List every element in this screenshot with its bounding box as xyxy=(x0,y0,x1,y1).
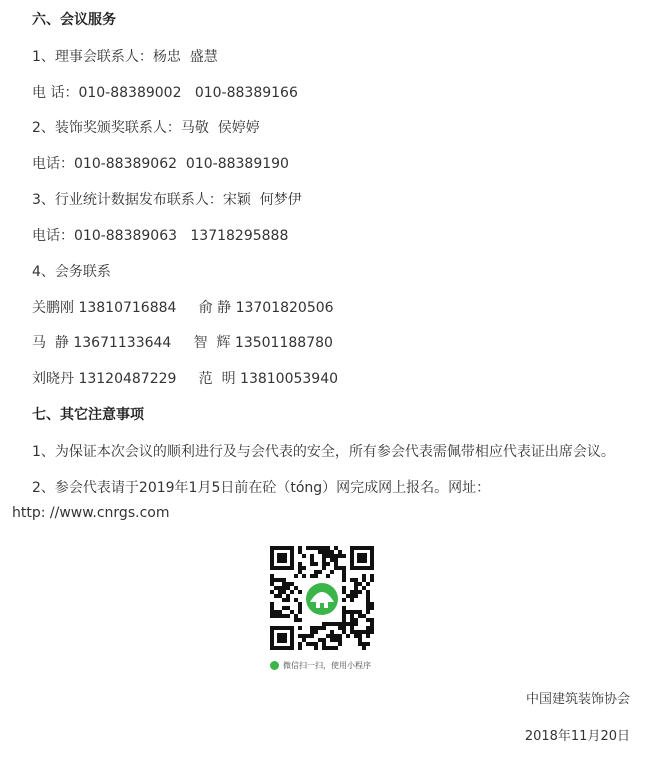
qr-module xyxy=(310,562,314,566)
qr-module xyxy=(354,578,358,582)
qr-module xyxy=(370,626,374,630)
qr-module xyxy=(298,566,302,570)
qr-module xyxy=(298,606,302,610)
qr-module xyxy=(274,586,278,590)
qr-module xyxy=(278,586,282,590)
qr-module xyxy=(342,622,346,626)
qr-module xyxy=(338,634,342,638)
qr-module xyxy=(286,606,290,610)
qr-module xyxy=(330,634,334,638)
qr-module xyxy=(318,546,322,550)
qr-module xyxy=(322,642,326,646)
affairs-contact-row: 刘晓丹 13120487229 范 明 13810053940 xyxy=(32,371,339,387)
qr-module xyxy=(282,598,286,602)
qr-module xyxy=(282,606,286,610)
qr-module xyxy=(350,630,354,634)
qr-module xyxy=(298,570,302,574)
qr-module xyxy=(342,626,346,630)
qr-module xyxy=(302,638,306,642)
notice-item-safety: 1、为保证本次会议的顺利进行及与会代表的安全，所有参会代表需佩带相应代表证出席会议。 xyxy=(32,444,615,460)
wechat-icon xyxy=(270,661,279,670)
qr-module xyxy=(310,626,314,630)
qr-module xyxy=(366,606,370,610)
qr-module xyxy=(282,586,286,590)
qr-module xyxy=(330,558,334,562)
qr-module xyxy=(330,554,334,558)
qr-module xyxy=(298,546,302,550)
qr-module xyxy=(270,610,274,614)
qr-module xyxy=(366,626,370,630)
affairs-contact-row: 关鹏刚 13810716884 俞 静 13701820506 xyxy=(32,300,334,316)
qr-module xyxy=(330,570,334,574)
qr-module xyxy=(342,570,346,574)
qr-module xyxy=(366,598,370,602)
section7-heading: 七、其它注意事项 xyxy=(32,407,144,423)
qr-module xyxy=(274,610,278,614)
qr-module xyxy=(354,610,358,614)
registration-url[interactable]: http: //www.cnrgs.com xyxy=(12,505,170,521)
qr-module xyxy=(286,586,290,590)
qr-module xyxy=(366,630,370,634)
mini-program-qr-code xyxy=(266,542,378,654)
qr-module xyxy=(354,582,358,586)
qr-module xyxy=(322,562,326,566)
qr-module xyxy=(370,606,374,610)
qr-module xyxy=(350,626,354,630)
qr-module xyxy=(366,594,370,598)
qr-module xyxy=(322,550,326,554)
qr-module xyxy=(366,590,370,594)
qr-module xyxy=(366,602,370,606)
qr-module xyxy=(298,602,302,606)
qr-module xyxy=(282,582,286,586)
qr-module xyxy=(342,566,346,570)
qr-module xyxy=(270,582,274,586)
qr-module xyxy=(334,554,338,558)
qr-module xyxy=(342,610,346,614)
qr-module xyxy=(346,594,350,598)
qr-module xyxy=(294,598,298,602)
qr-module xyxy=(290,610,294,614)
qr-module xyxy=(286,598,290,602)
qr-module xyxy=(366,618,370,622)
qr-module xyxy=(326,546,330,550)
qr-module xyxy=(334,546,338,550)
qr-module xyxy=(314,570,318,574)
qr-module xyxy=(362,646,366,650)
qr-module xyxy=(350,614,354,618)
qr-module xyxy=(306,634,310,638)
qr-module xyxy=(326,622,330,626)
qr-module xyxy=(278,578,282,582)
qr-module xyxy=(326,634,330,638)
qr-module xyxy=(290,590,294,594)
qr-module xyxy=(310,574,314,578)
qr-module xyxy=(354,618,358,622)
qr-module xyxy=(358,638,362,642)
qr-module xyxy=(286,614,290,618)
qr-module xyxy=(358,630,362,634)
qr-module xyxy=(274,614,278,618)
qr-module xyxy=(342,606,346,610)
qr-module xyxy=(298,610,302,614)
qr-caption xyxy=(270,658,371,672)
qr-module xyxy=(322,546,326,550)
qr-module xyxy=(318,626,322,630)
qr-module xyxy=(314,642,318,646)
qr-module xyxy=(302,566,306,570)
qr-caption-text: 微信扫一扫，使用小程序 xyxy=(283,660,371,670)
qr-module xyxy=(334,558,338,562)
council-phones: 电 话：010-88389002 010-88389166 xyxy=(32,85,298,101)
qr-module xyxy=(318,638,322,642)
qr-code-graphic xyxy=(266,542,378,654)
qr-module xyxy=(322,622,326,626)
qr-module xyxy=(322,554,326,558)
qr-module xyxy=(326,562,330,566)
council-contacts: 1、理事会联系人：杨忠 盛慧 xyxy=(32,49,218,65)
qr-module xyxy=(362,578,366,582)
qr-module xyxy=(294,574,298,578)
qr-module xyxy=(278,590,282,594)
qr-module xyxy=(270,574,274,578)
qr-module xyxy=(358,642,362,646)
statistics-phones: 电话：010-88389063 13718295888 xyxy=(32,228,289,244)
qr-module xyxy=(310,630,314,634)
qr-module xyxy=(366,610,370,614)
statistics-contacts: 3、行业统计数据发布联系人：宋颖 何梦伊 xyxy=(32,192,302,208)
qr-module xyxy=(298,590,302,594)
qr-module xyxy=(350,618,354,622)
qr-module xyxy=(282,590,286,594)
qr-module xyxy=(294,618,298,622)
qr-module xyxy=(298,646,302,650)
qr-module xyxy=(330,646,334,650)
qr-module xyxy=(274,594,278,598)
qr-module xyxy=(370,630,374,634)
qr-module xyxy=(366,642,370,646)
qr-module xyxy=(354,586,358,590)
qr-module xyxy=(346,622,350,626)
qr-module xyxy=(362,574,366,578)
qr-module xyxy=(298,550,302,554)
qr-module xyxy=(366,582,370,586)
qr-module xyxy=(326,646,330,650)
award-phones: 电话：010-88389062 010-88389190 xyxy=(32,156,289,172)
qr-module xyxy=(306,642,310,646)
qr-module xyxy=(314,630,318,634)
qr-module xyxy=(370,618,374,622)
qr-module xyxy=(358,582,362,586)
qr-module xyxy=(370,622,374,626)
qr-module xyxy=(322,626,326,630)
qr-module xyxy=(310,558,314,562)
qr-module xyxy=(278,594,282,598)
qr-module xyxy=(346,610,350,614)
qr-module xyxy=(334,646,338,650)
qr-module xyxy=(362,642,366,646)
qr-module xyxy=(358,634,362,638)
qr-module xyxy=(358,610,362,614)
qr-module xyxy=(286,582,290,586)
qr-module xyxy=(314,646,318,650)
qr-module xyxy=(370,602,374,606)
qr-module xyxy=(298,634,302,638)
qr-module xyxy=(314,546,318,550)
qr-module xyxy=(334,562,338,566)
qr-module xyxy=(330,550,334,554)
qr-module xyxy=(350,622,354,626)
qr-module xyxy=(358,614,362,618)
qr-module xyxy=(350,590,354,594)
qr-module xyxy=(338,622,342,626)
qr-module xyxy=(338,638,342,642)
qr-module xyxy=(326,574,330,578)
qr-module xyxy=(362,614,366,618)
qr-module xyxy=(370,578,374,582)
qr-module xyxy=(354,622,358,626)
qr-module xyxy=(278,610,282,614)
qr-module xyxy=(294,614,298,618)
qr-module xyxy=(326,550,330,554)
qr-module xyxy=(322,558,326,562)
qr-center-logo-icon xyxy=(303,580,341,618)
qr-module xyxy=(342,618,346,622)
qr-module xyxy=(350,578,354,582)
qr-module xyxy=(350,610,354,614)
qr-module xyxy=(270,606,274,610)
qr-module xyxy=(330,622,334,626)
qr-module xyxy=(334,638,338,642)
qr-module xyxy=(302,574,306,578)
qr-module xyxy=(298,618,302,622)
qr-module xyxy=(334,634,338,638)
qr-module xyxy=(278,614,282,618)
award-contacts: 2、装饰奖颁奖联系人：马敬 侯婷婷 xyxy=(32,120,260,136)
signature-organization: 中国建筑装饰协会 xyxy=(525,692,630,707)
qr-module xyxy=(342,554,346,558)
qr-module xyxy=(306,546,310,550)
qr-module xyxy=(346,634,350,638)
qr-module xyxy=(362,630,366,634)
qr-module xyxy=(322,566,326,570)
qr-module xyxy=(286,594,290,598)
qr-module xyxy=(282,578,286,582)
qr-module xyxy=(354,594,358,598)
qr-module xyxy=(318,550,322,554)
qr-module xyxy=(302,554,306,558)
qr-module xyxy=(274,578,278,582)
qr-module xyxy=(338,554,342,558)
signature-date: 2018年11月20日 xyxy=(524,729,630,744)
qr-module xyxy=(314,626,318,630)
qr-module xyxy=(338,566,342,570)
qr-module xyxy=(342,590,346,594)
qr-module xyxy=(338,626,342,630)
qr-module xyxy=(310,554,314,558)
qr-module xyxy=(318,570,322,574)
qr-module xyxy=(334,566,338,570)
qr-module xyxy=(314,562,318,566)
qr-module xyxy=(270,614,274,618)
section6-heading: 六、会议服务 xyxy=(32,12,116,28)
qr-module xyxy=(338,550,342,554)
qr-module xyxy=(342,586,346,590)
qr-module xyxy=(310,546,314,550)
qr-module xyxy=(354,590,358,594)
qr-module xyxy=(326,554,330,558)
qr-module xyxy=(354,630,358,634)
qr-module xyxy=(342,630,346,634)
qr-module xyxy=(366,634,370,638)
qr-module xyxy=(330,630,334,634)
qr-module xyxy=(298,562,302,566)
qr-module xyxy=(358,590,362,594)
qr-module xyxy=(354,634,358,638)
qr-module xyxy=(370,574,374,578)
qr-module xyxy=(350,594,354,598)
qr-module xyxy=(294,586,298,590)
qr-module xyxy=(342,574,346,578)
qr-module xyxy=(270,590,274,594)
qr-module xyxy=(322,638,326,642)
qr-module xyxy=(310,634,314,638)
notice-item-registration: 2、参会代表请于2019年1月5日前在砼（tóng）网完成网上报名。网址： xyxy=(32,480,491,496)
conference-affairs-heading: 4、会务联系 xyxy=(32,264,111,280)
qr-module xyxy=(310,642,314,646)
qr-module xyxy=(298,626,302,630)
qr-module xyxy=(350,598,354,602)
qr-module xyxy=(338,642,342,646)
qr-module xyxy=(282,614,286,618)
qr-module xyxy=(270,602,274,606)
qr-module xyxy=(322,646,326,650)
affairs-contact-row: 马 静 13671133644 智 辉 13501188780 xyxy=(32,335,333,351)
qr-module xyxy=(270,578,274,582)
qr-module xyxy=(290,582,294,586)
qr-module xyxy=(342,598,346,602)
qr-module xyxy=(298,642,302,646)
qr-module xyxy=(330,638,334,642)
qr-module xyxy=(342,614,346,618)
qr-module xyxy=(362,586,366,590)
qr-module xyxy=(302,634,306,638)
qr-module xyxy=(314,574,318,578)
qr-module xyxy=(342,578,346,582)
qr-module xyxy=(334,622,338,626)
